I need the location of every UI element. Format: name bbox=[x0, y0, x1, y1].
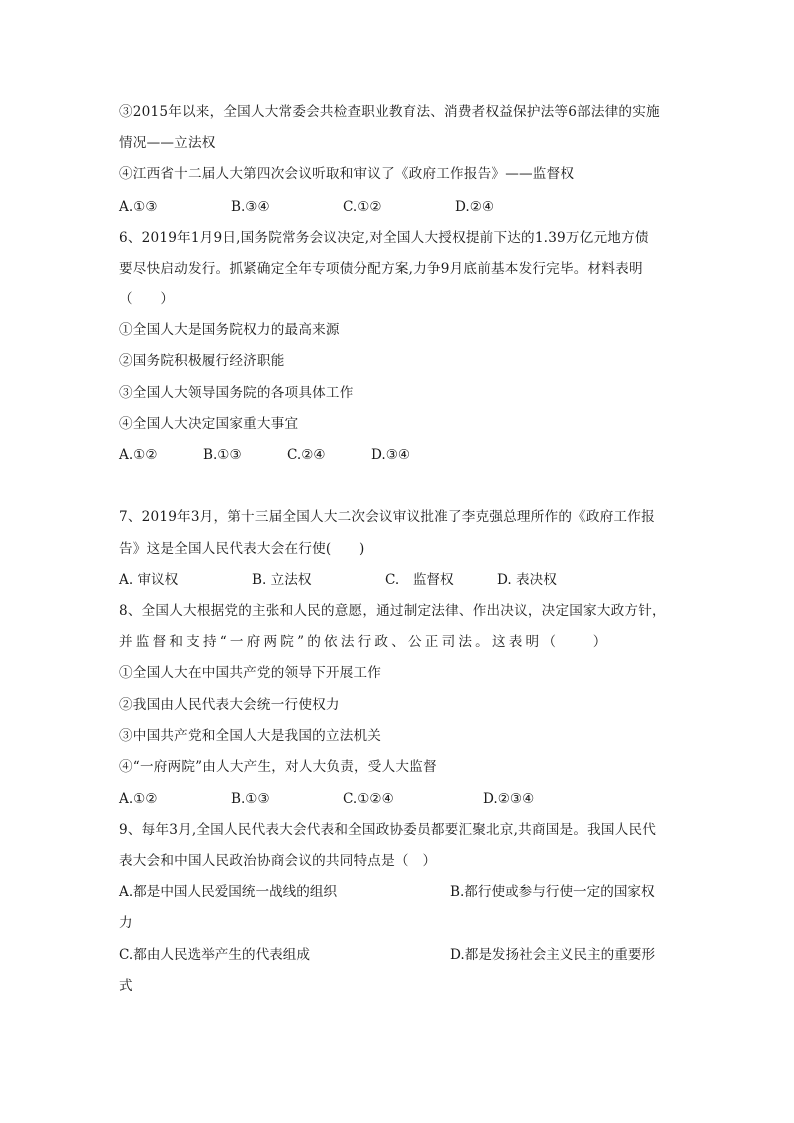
q8-option-d: D.②③④ bbox=[483, 791, 535, 807]
q6-item-4: ④全国人大决定国家重大事宜 bbox=[119, 416, 299, 432]
q8-item-3: ③中国共产党和全国人大是我国的立法机关 bbox=[119, 728, 382, 744]
q6-answer-blank: （ ） bbox=[119, 291, 175, 307]
q6-option-a: A.①② bbox=[119, 447, 158, 463]
q6-option-d: D.③④ bbox=[371, 447, 411, 463]
q9-option-d-line-2: 式 bbox=[119, 978, 133, 994]
q9-option-b-line-1: B.都行使或参与行使一定的国家权 bbox=[450, 884, 655, 900]
q8-item-2: ②我国由人民代表大会统一行使权力 bbox=[119, 697, 340, 713]
q5-item-4: ④江西省十二届人大第四次会议听取和审议了《政府工作报告》——监督权 bbox=[119, 166, 575, 182]
q5-option-c: C.①② bbox=[343, 199, 382, 215]
q6-option-b: B.①③ bbox=[203, 447, 242, 463]
q7-option-d: D. 表决权 bbox=[497, 572, 557, 588]
q9-stem-line-2: 表大会和中国人民政治协商会议的共同特点是（ ） bbox=[119, 853, 437, 869]
q9-stem-line-1: 9、每年3月,全国人民代表大会代表和全国政协委员都要汇聚北京,共商国是。我国人民代 bbox=[119, 822, 657, 838]
q8-stem-line-1: 8、全国人大根据党的主张和人民的意愿，通过制定法律、作出决议，决定国家大政方针， bbox=[119, 603, 666, 619]
q5-item-3-line-2: 情况——立法权 bbox=[119, 135, 216, 151]
q7-option-b: B. 立法权 bbox=[252, 572, 312, 588]
q8-option-c: C.①②④ bbox=[343, 791, 394, 807]
q8-option-a: A.①② bbox=[119, 791, 158, 807]
q8-option-b: B.①③ bbox=[231, 791, 270, 807]
q7-stem-line-1: 7、2019年3月，第十三届全国人大二次会议审议批准了李克强总理所作的《政府工作报 bbox=[119, 509, 655, 525]
q5-option-d: D.②④ bbox=[455, 199, 495, 215]
q9-option-b-line-2: 力 bbox=[119, 915, 133, 931]
q6-stem-line-1: 6、2019年1月9日,国务院常务会议决定,对全国人大授权提前下达的1.39万亿元地方债 bbox=[119, 230, 649, 246]
q8-stem-line-2: 并监督和支持“一府两院”的依法行政、公正司法。这表明（ ） bbox=[119, 634, 610, 650]
q9-option-c: C.都由人民选举产生的代表组成 bbox=[119, 947, 310, 963]
q5-item-3-line-1: ③2015年以来，全国人大常委会共检查职业教育法、消费者权益保护法等6部法律的实施 bbox=[119, 104, 660, 120]
q6-item-3: ③全国人大领导国务院的各项具体工作 bbox=[119, 385, 354, 401]
q7-stem-line-2: 告》这是全国人民代表大会在行使( ) bbox=[119, 541, 365, 557]
q6-item-2: ②国务院积极履行经济职能 bbox=[119, 353, 285, 369]
q8-item-4: ④“一府两院”由人大产生，对人大负责，受人大监督 bbox=[119, 759, 437, 775]
q6-option-c: C.②④ bbox=[287, 447, 326, 463]
q6-stem-line-2: 要尽快启动发行。抓紧确定全年专项债分配方案,力争9月底前基本发行完毕。材料表明 bbox=[119, 261, 643, 277]
q7-option-c: C. 监督权 bbox=[385, 572, 454, 588]
q9-option-a: A.都是中国人民爱国统一战线的组织 bbox=[119, 884, 338, 900]
q8-item-1: ①全国人大在中国共产党的领导下开展工作 bbox=[119, 665, 382, 681]
q5-option-a: A.①③ bbox=[119, 199, 158, 215]
q6-item-1: ①全国人大是国务院权力的最高来源 bbox=[119, 322, 340, 338]
q5-option-b: B.③④ bbox=[231, 199, 270, 215]
q9-option-d-line-1: D.都是发扬社会主义民主的重要形 bbox=[450, 947, 656, 963]
q7-option-a: A. 审议权 bbox=[119, 572, 179, 588]
